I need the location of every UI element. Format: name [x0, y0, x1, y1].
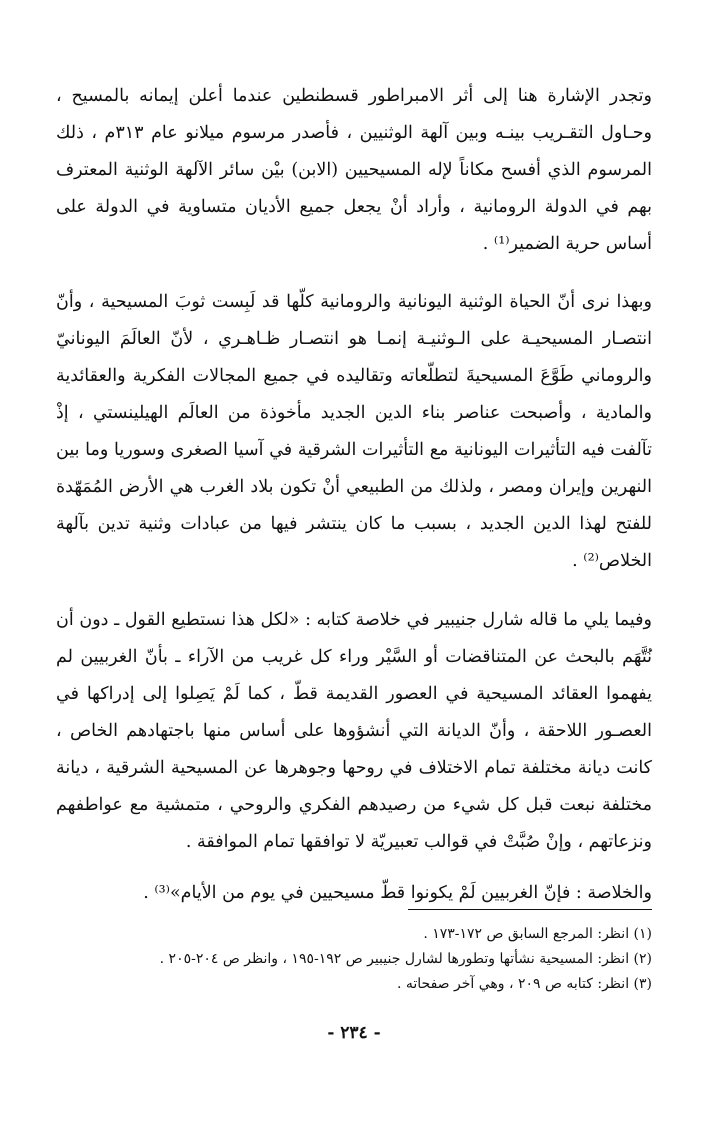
footnote-2: (٢) انظر: المسيحية نشأتها وتطورها لشارل جنيبير ص ١٩٢-١٩٥ ، وانظر ص ٢٠٤-٢٠٥ .: [159, 951, 652, 967]
paragraph-conclusion: والخلاصة : فإنّ الغربيين لَمْ يكونوا قطّ مسيحيين في يوم من الأيام»⁽³⁾ .: [143, 883, 652, 903]
footnotes: [56, 922, 652, 997]
paragraph-constantine: وتجدر الإشارة هنا إلى أثر الامبراطور قسطنطين عندما أعلن إيمانه بالمسيح ، وحـاول التقـريب بينـه وبين آلهة الوثنيين ، فأصدر مرسوم ميلانو عام ٣١٣م ، ذلك المرسوم الذي أفسح مكاناً لإله المسيحيين (الابن) بيْن سائر الآلهة الوثنية المعترف بهم في الدولة الرومانية ، وأراد أنْ يجعل جميع الأديان متساوية في الدولة على أساس حرية الضمير⁽¹⁾ .: [56, 86, 652, 254]
page-number: - ٢٣٤ -: [327, 1023, 381, 1043]
footnote-3: (٣) انظر: كتابه ص ٢٠٩ ، وهي آخر صفحاته .: [396, 976, 652, 992]
paragraph-guignebert-quote: وفيما يلي ما قاله شارل جنيبير في خلاصة كتابه : «لكل هذا نستطيع القول ـ دون أن نُتَّهَم بالبحث عن المتناقضات أو السَّيْر وراء كل غريب من الآراء ـ بأنّ الغربيين لم يفهموا العقائد المسيحية في العصور القديمة قطّ ، كما لَمْ يَصِلوا إلى إدراكها في العصـور اللاحقة ، وأنّ الديانة التي أنشؤوها على أساس منها باجتهادهم الخاص ، كانت ديانة مختلفة تمام الاختلاف في روحها وجوهرها عن المسيحية الشرقية ، ديانة مختلفة نبعت قبل كل شيء من رصيدهم الفكري والروحي ، متمشية مع عواطفهم ونزعاتهم ، وإنْ صُبَّتْ في قوالب تعبيريّة لا توافقها تمام الموافقة .: [56, 610, 652, 852]
paragraph-pagan-influence: وبهذا نرى أنّ الحياة الوثنية اليونانية والرومانية كلّها قد لَبِست ثوبَ المسيحية ، وأنّ انتصـار المسيحيـة على الـوثنيـة إنمـا هو انتصـار ظـاهـري ، لأنّ العالَمَ اليونانيّ والروماني طَوَّعَ المسيحيةَ لتطلّعاته وتقاليده في جميع المجالات الفكرية والعقائدية والمادية ، وأصبحت عناصر بناء الدين الجديد مأخوذة من العالَم الهيلينستي ، إذْ تآلفت فيه التأثيرات اليونانية مع التأثيرات الشرقية في آسيا الصغرى وسوريا وما بين النهرين وإيران ومصر ، ولذلك من الطبيعي أنْ تكون بلاد الغرب هي الأرض المُمَهّدة للفتح لهذا الدين الجديد ، بسبب ما كان ينتشر فيها من عبادات وثنية تدين بآلهة الخلاص⁽²⁾ .: [56, 292, 652, 571]
footnote-divider: [408, 909, 652, 910]
footnote-1: (١) انظر: المرجع السابق ص ١٧٢-١٧٣ .: [423, 926, 652, 942]
